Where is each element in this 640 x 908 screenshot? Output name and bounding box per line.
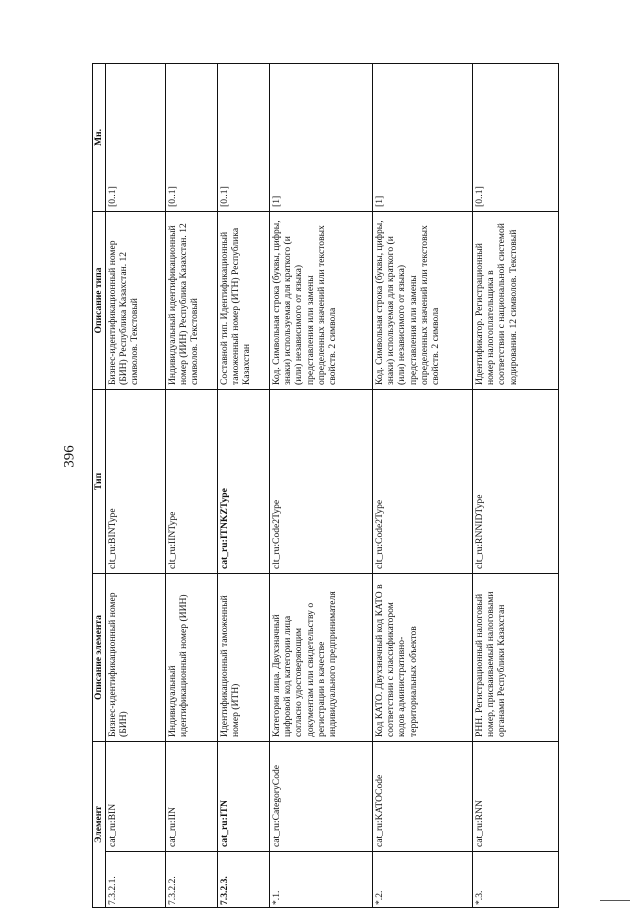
type-description: Индивидуальный идентификационный номер (ИИН) Республика Казахстан. 12 символов. Текстовый bbox=[166, 212, 218, 390]
type-description: Код. Символьная строка (буквы, цифры, знаки) используемая для краткого (и (или) независимого от языка) представления или замены определенных значений или текстовых свойств. 2 символа bbox=[373, 212, 473, 390]
element-description: Индивидуальный идентификационный номер (ИИН) bbox=[166, 574, 218, 742]
header-element: Элемент bbox=[93, 742, 106, 908]
row-number: *.3. bbox=[473, 852, 559, 908]
row-number: *.2. bbox=[373, 852, 473, 908]
type-name: clt_ru:BINType bbox=[106, 390, 166, 574]
table-header-row bbox=[93, 64, 106, 908]
multiplicity: [0..1] bbox=[166, 64, 218, 212]
table-row bbox=[166, 64, 218, 908]
header-type: Тип bbox=[93, 390, 106, 574]
element-description: Категория лица. Двухзначный цифровой код категории лица согласно удостоверяющим документам или свидетельству о регистрации в качестве индивидуального предпринимателя bbox=[270, 574, 373, 742]
table-row bbox=[106, 64, 166, 908]
table-row bbox=[270, 64, 373, 908]
header-element-description: Описание элемента bbox=[93, 574, 106, 742]
type-name: clt_ru:Code2Type bbox=[373, 390, 473, 574]
row-number: 7.3.2.2. bbox=[166, 852, 218, 908]
table-row bbox=[373, 64, 473, 908]
type-name: cat_ru:ITNKZType bbox=[218, 390, 270, 574]
header-type-description: Описание типа bbox=[93, 212, 106, 390]
schema-table bbox=[92, 63, 559, 908]
page-number: 396 bbox=[61, 445, 78, 468]
multiplicity: [0..1] bbox=[218, 64, 270, 212]
multiplicity: [0..1] bbox=[106, 64, 166, 212]
multiplicity: [1] bbox=[373, 64, 473, 212]
type-name: clt_ru:RNNIDType bbox=[473, 390, 559, 574]
type-description: Идентификатор. Регистрационный номер налогоплательщика в соответствии с национальной системой кодирования. 12 символов. Текстовый bbox=[473, 212, 559, 390]
element-description: РНН. Регистрационный налоговый номер, присваиваемый налоговыми органами Республики Казахстан bbox=[473, 574, 559, 742]
table-row bbox=[473, 64, 559, 908]
element-name: cat_ru:KATOCode bbox=[373, 742, 473, 852]
element-name: cat_ru:BIN bbox=[106, 742, 166, 852]
table-row bbox=[218, 64, 270, 908]
type-description: Бизнес-идентификационный номер (БИН) Республика Казахстан. 12 символов. Текстовый bbox=[106, 212, 166, 390]
type-description: Код. Символьная строка (буквы, цифры, знаки) используемая для краткого (и (или) независимого от языка) представления или замены определенных значений или текстовых свойств. 2 символа bbox=[270, 212, 373, 390]
multiplicity: [1] bbox=[270, 64, 373, 212]
type-name: clt_ru:Code2Type bbox=[270, 390, 373, 574]
rotated-table-wrapper bbox=[92, 64, 556, 908]
row-number: 7.3.2.1. bbox=[106, 852, 166, 908]
element-description: Идентификационный таможенный номер (ИТН) bbox=[218, 574, 270, 742]
element-name: cat_ru:CategoryCode bbox=[270, 742, 373, 852]
row-number: *.1. bbox=[270, 852, 373, 908]
header-multiplicity: Мн. bbox=[93, 64, 106, 212]
type-description: Составной тип. Идентификационный таможенный номер (ИТН) Республика Казахстан bbox=[218, 212, 270, 390]
type-name: clt_ru:IINType bbox=[166, 390, 218, 574]
footer-divider bbox=[600, 900, 630, 901]
element-name: cat_ru:IIN bbox=[166, 742, 218, 852]
element-description: Код КАТО. Двухзначный код КАТО в соответствии с классификатором кодов административно-территориальных объектов bbox=[373, 574, 473, 742]
row-number: 7.3.2.3. bbox=[218, 852, 270, 908]
element-name: cat_ru:ITN bbox=[218, 742, 270, 852]
element-description: Бизнес-идентификационный номер (БИН) bbox=[106, 574, 166, 742]
multiplicity: [0..1] bbox=[473, 64, 559, 212]
element-name: cat_ru:RNN bbox=[473, 742, 559, 852]
